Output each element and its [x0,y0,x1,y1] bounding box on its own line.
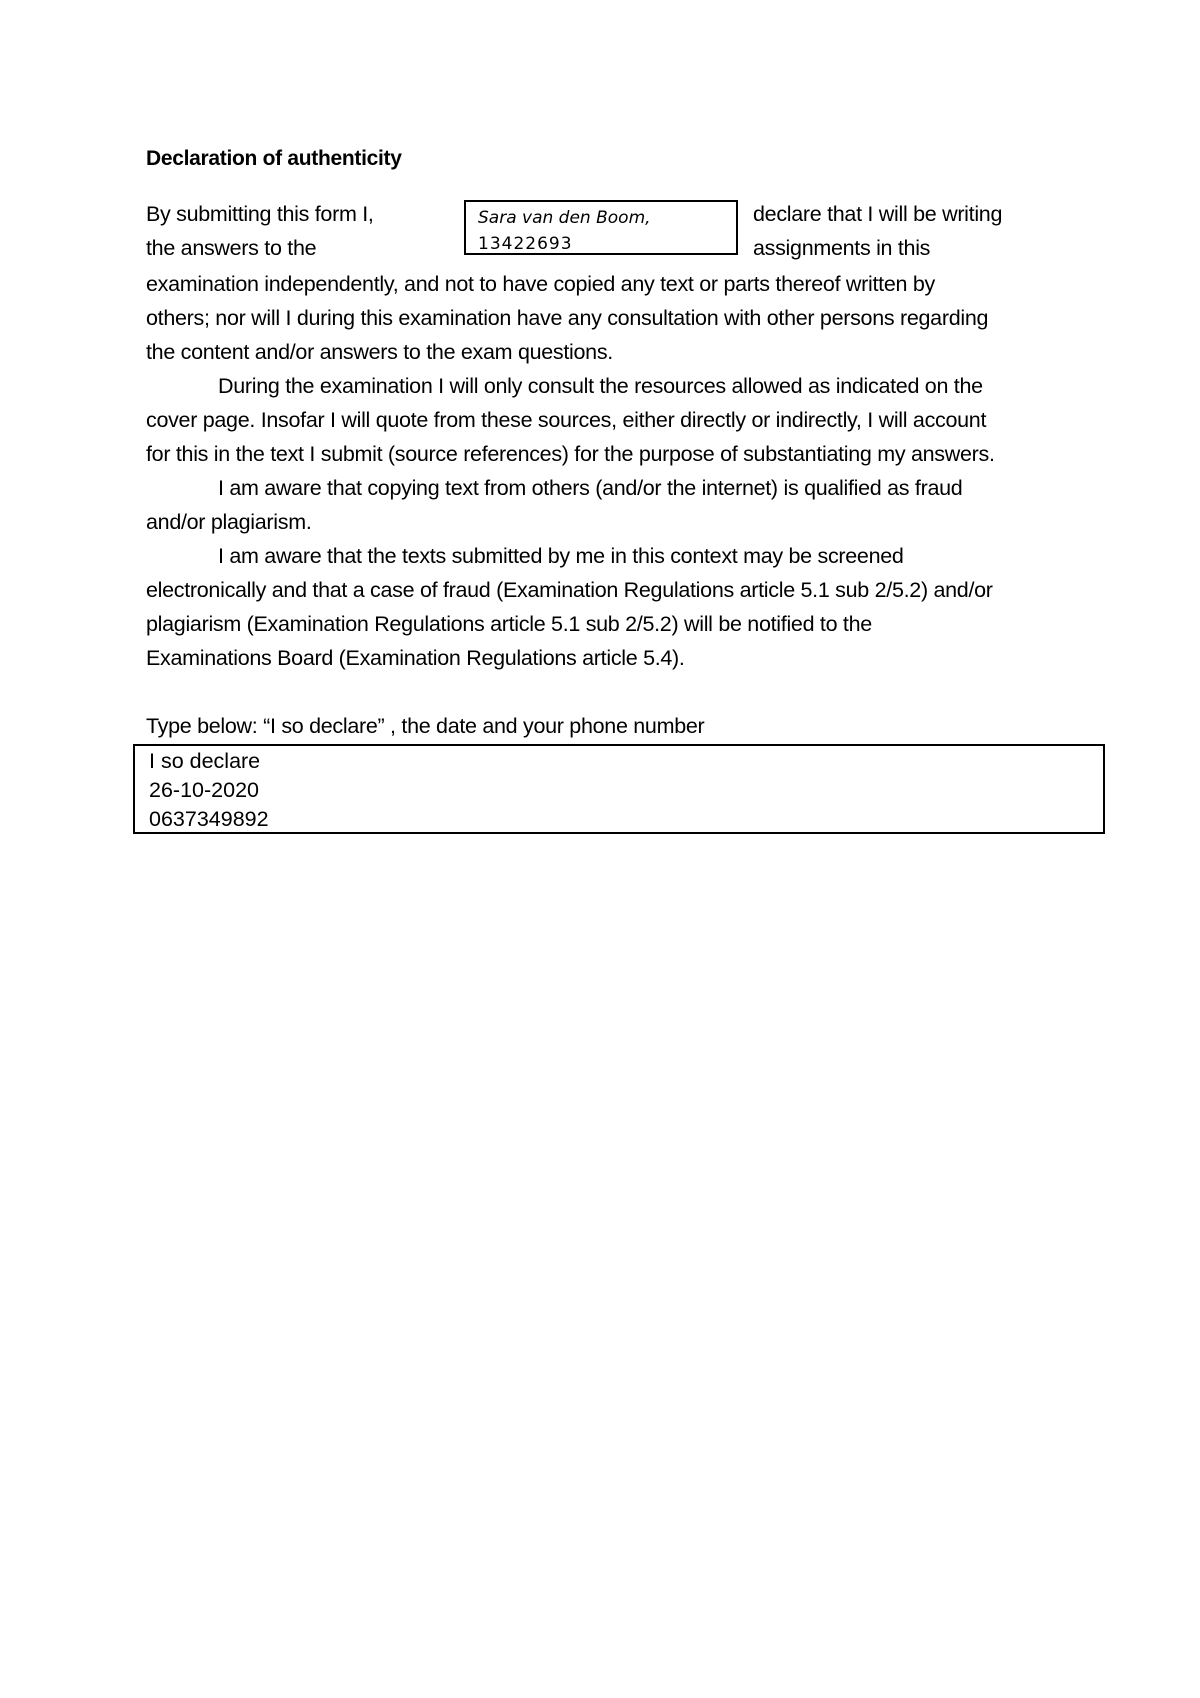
form-line2-prefix: the answers to the [146,236,317,260]
answer-line-date: 26-10-2020 [149,778,259,802]
body-line: cover page. Insofar I will quote from these sources, either directly or indirectly, I will account [146,408,987,432]
name-value: Sara van den Boom, [478,208,651,228]
page-title: Declaration of authenticity [146,147,402,170]
declaration-answer-field[interactable] [133,744,1105,834]
body-line: electronically and that a case of fraud (Examination Regulations article 5.1 sub 2/5.2) and/or [146,578,993,602]
body-line: plagiarism (Examination Regulations article 5.1 sub 2/5.2) will be notified to the [146,612,872,636]
answer-line-phone: 0637349892 [149,807,269,831]
name-student-number-field[interactable] [464,200,738,255]
body-line: I am aware that the texts submitted by me in this context may be screened [218,544,904,568]
instruction-text: Type below: “I so declare” , the date and your phone number [146,714,705,738]
student-number-value: 13422693 [478,234,573,254]
body-line: others; nor will I during this examination have any consultation with other persons regarding [146,306,989,330]
body-line: the content and/or answers to the exam questions. [146,340,613,364]
body-line: I am aware that copying text from others (and/or the internet) is qualified as fraud [218,476,963,500]
answer-line-declare: I so declare [149,749,261,773]
body-line: During the examination I will only consult the resources allowed as indicated on the [218,374,983,398]
form-line1-suffix: declare that I will be writing [753,202,1003,226]
form-line1-prefix: By submitting this form I, [146,202,374,226]
body-line: for this in the text I submit (source references) for the purpose of substantiating my answers. [146,442,995,466]
body-line: Examinations Board (Examination Regulations article 5.4). [146,646,685,670]
body-line: and/or plagiarism. [146,510,312,534]
form-line2-suffix: assignments in this [753,236,931,260]
body-line: examination independently, and not to have copied any text or parts thereof written by [146,272,935,296]
